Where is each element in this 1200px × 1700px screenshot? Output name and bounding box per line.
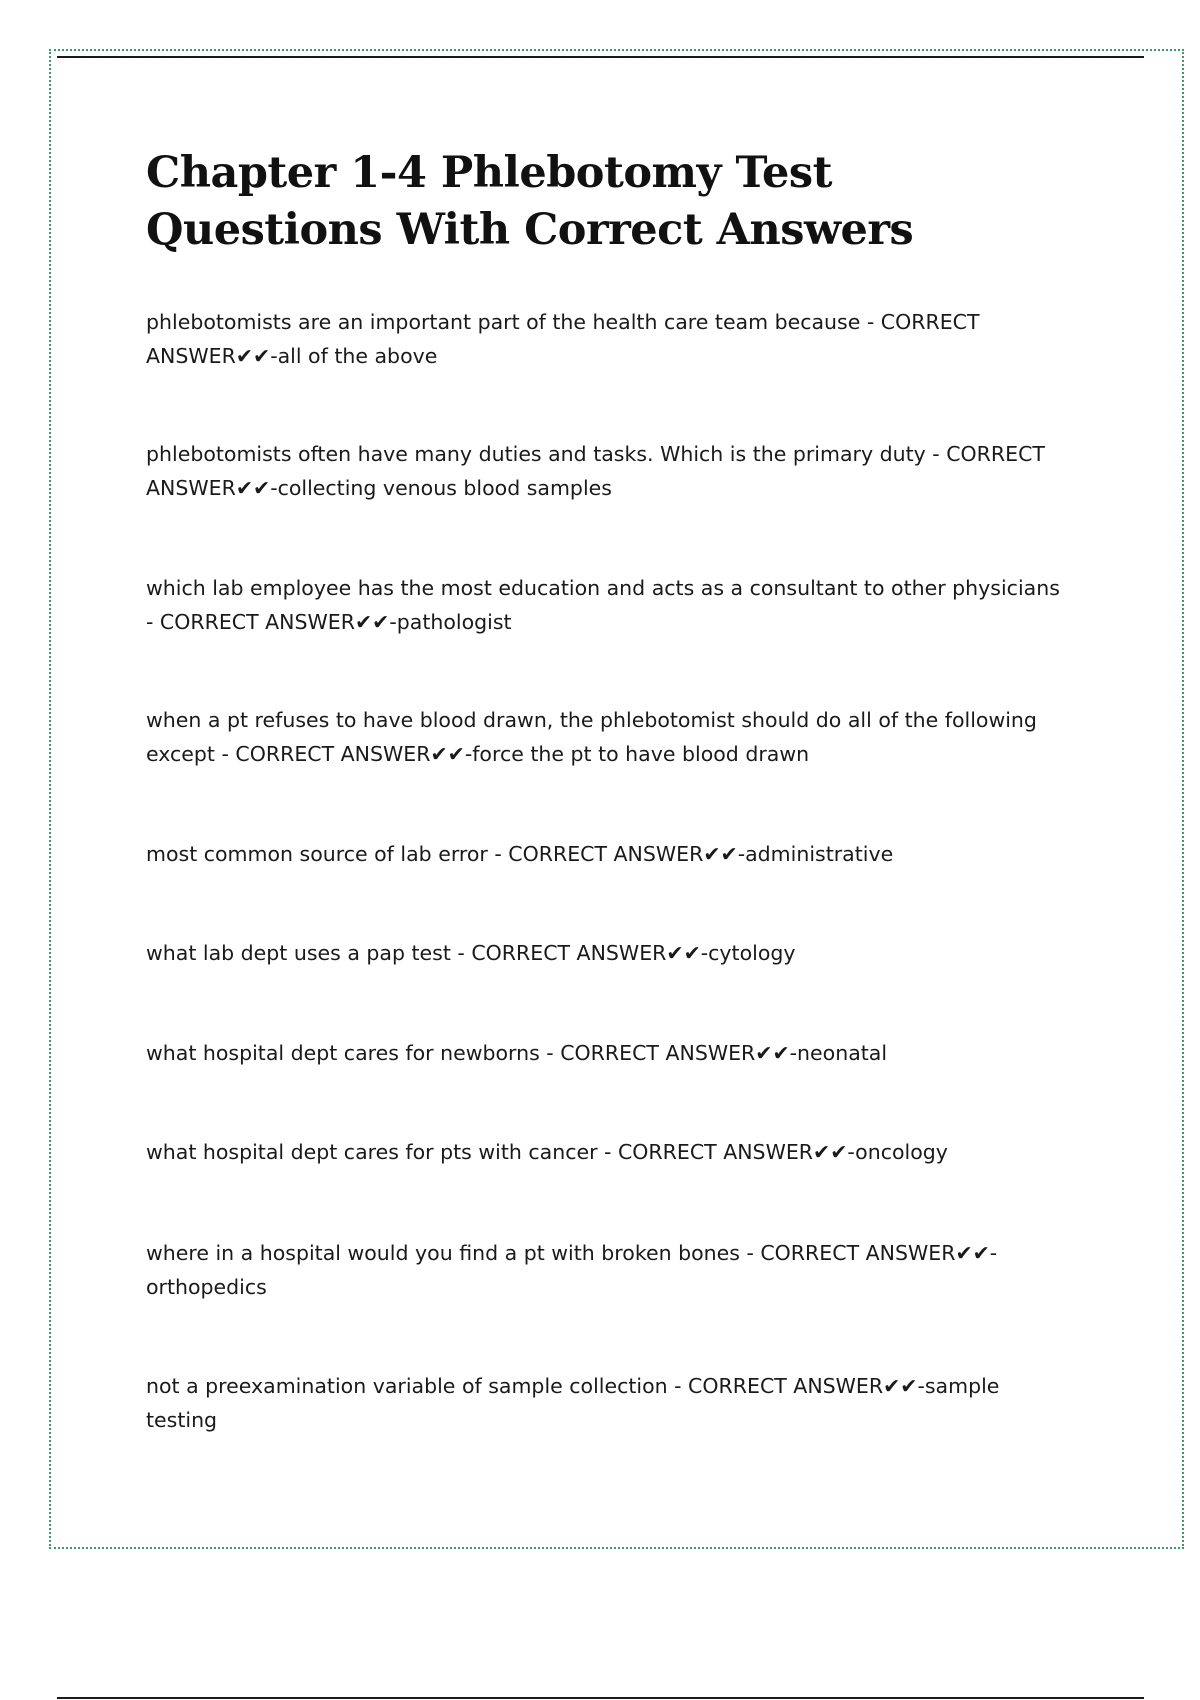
top-rule [57,56,1144,58]
qa-entry-10: not a preexamination variable of sample collection - CORRECT ANSWER✔✔-sample testing [146,1374,1000,1432]
qa-entry-2: phlebotomists often have many duties and tasks. Which is the primary duty - CORRECT ANSWER✔✔-collecting venous blood samples [146,442,1045,500]
qa-entry-7: what hospital dept cares for newborns - CORRECT ANSWER✔✔-neonatal [146,1041,888,1065]
qa-entry-3: which lab employee has the most education and acts as a consultant to other physicians - CORRECT ANSWER✔✔-pathologist [146,576,1060,634]
qa-entry-6: what lab dept uses a pap test - CORRECT ANSWER✔✔-cytology [146,941,796,965]
qa-entry-1: phlebotomists are an important part of the health care team because - CORRECT ANSWER✔✔-all of the above [146,310,980,368]
document-content [146,145,1066,1437]
qa-entry-9: where in a hospital would you find a pt with broken bones - CORRECT ANSWER✔✔-orthopedics [146,1241,998,1299]
qa-entry-4: when a pt refuses to have blood drawn, the phlebotomist should do all of the following except - CORRECT ANSWER✔✔-force the pt to have blood drawn [146,708,1037,766]
qa-entry-8: what hospital dept cares for pts with cancer - CORRECT ANSWER✔✔-oncology [146,1140,948,1164]
document-title: Chapter 1-4 Phlebotomy Test Questions With Correct Answers [146,148,914,255]
bottom-rule [57,1697,1144,1699]
qa-entry-5: most common source of lab error - CORRECT ANSWER✔✔-administrative [146,842,894,866]
